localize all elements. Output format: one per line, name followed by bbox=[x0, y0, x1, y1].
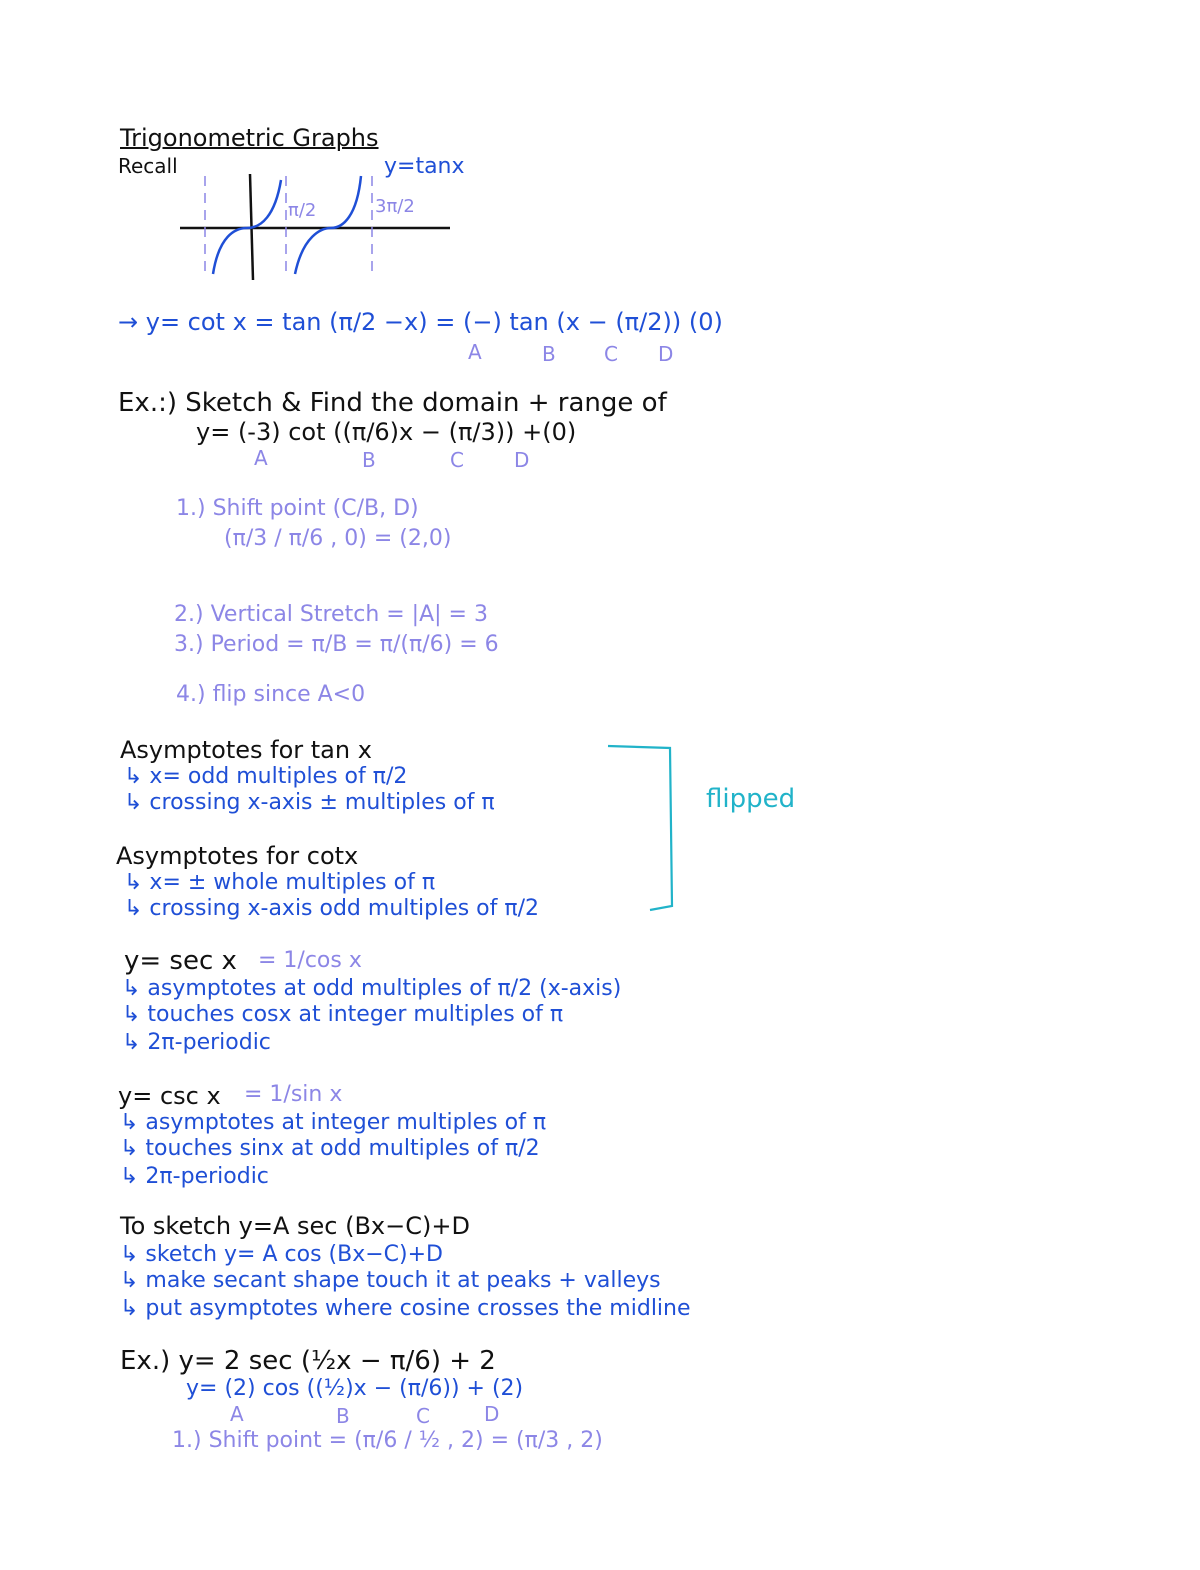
tick-3pi-over-2: 3π/2 bbox=[375, 196, 415, 217]
asym-tan-title: Asymptotes for tan x bbox=[120, 736, 372, 764]
csc-definition: = 1/sin x bbox=[244, 1082, 343, 1107]
letter-b: B bbox=[362, 448, 376, 472]
letter-a: A bbox=[230, 1402, 244, 1426]
sec-item: ↳ asymptotes at odd multiples of π/2 (x-axis) bbox=[122, 976, 622, 1001]
to-sketch-item: ↳ sketch y= A cos (Bx−C)+D bbox=[120, 1242, 443, 1267]
csc-item: ↳ 2π-periodic bbox=[120, 1164, 269, 1189]
letter-b: B bbox=[336, 1404, 350, 1428]
sec-item: ↳ touches cosx at integer multiples of π bbox=[122, 1002, 564, 1027]
cot-identity: → y= cot x = tan (π/2 −x) = (−) tan (x − (π/2)) (0) bbox=[118, 308, 723, 336]
sec-definition: = 1/cos x bbox=[258, 948, 362, 973]
tan-branch bbox=[295, 176, 361, 274]
tick-pi-over-2: π/2 bbox=[288, 200, 317, 221]
example1-prompt: Ex.:) Sketch & Find the domain + range of bbox=[118, 388, 667, 418]
letter-a: A bbox=[254, 446, 268, 470]
letter-d: D bbox=[658, 342, 674, 366]
example1-step2: 2.) Vertical Stretch = |A| = 3 bbox=[174, 602, 488, 627]
asym-cot-item: ↳ crossing x-axis odd multiples of π/2 bbox=[124, 896, 540, 921]
letter-c: C bbox=[604, 342, 618, 366]
asym-tan-item: ↳ x= odd multiples of π/2 bbox=[124, 764, 408, 789]
to-sketch-item: ↳ make secant shape touch it at peaks + valleys bbox=[120, 1268, 661, 1293]
csc-item: ↳ asymptotes at integer multiples of π bbox=[120, 1110, 547, 1135]
example2-cos-form: y= (2) cos ((½)x − (π/6)) + (2) bbox=[186, 1376, 524, 1401]
flipped-note: flipped bbox=[706, 784, 796, 814]
asym-cot-item: ↳ x= ± whole multiples of π bbox=[124, 870, 436, 895]
letter-b: B bbox=[542, 342, 556, 366]
page-title: Trigonometric Graphs bbox=[120, 124, 379, 152]
example1-step3: 3.) Period = π/B = π/(π/6) = 6 bbox=[174, 632, 499, 657]
asym-cot-title: Asymptotes for cotx bbox=[116, 842, 359, 870]
sec-item: ↳ 2π-periodic bbox=[122, 1030, 271, 1055]
csc-title: y= csc x bbox=[118, 1082, 221, 1110]
letter-c: C bbox=[450, 448, 464, 472]
recall-label: Recall bbox=[118, 154, 178, 178]
letter-d: D bbox=[514, 448, 530, 472]
to-sketch-item: ↳ put asymptotes where cosine crosses the midline bbox=[120, 1296, 691, 1321]
example1-equation: y= (-3) cot ((π/6)x − (π/3)) +(0) bbox=[196, 418, 577, 446]
letter-a: A bbox=[468, 340, 482, 364]
sec-title: y= sec x bbox=[124, 946, 237, 976]
tan-graph bbox=[175, 166, 475, 286]
example1-step1a: 1.) Shift point (C/B, D) bbox=[176, 496, 419, 521]
letter-c: C bbox=[416, 1404, 430, 1428]
example1-step1b: (π/3 / π/6 , 0) = (2,0) bbox=[224, 526, 452, 551]
example2-step1: 1.) Shift point = (π/6 / ½ , 2) = (π/3 , 2) bbox=[172, 1428, 603, 1453]
letter-d: D bbox=[484, 1402, 500, 1426]
example2-equation: Ex.) y= 2 sec (½x − π/6) + 2 bbox=[120, 1346, 496, 1376]
asym-tan-item: ↳ crossing x-axis ± multiples of π bbox=[124, 790, 495, 815]
example1-step4: 4.) flip since A<0 bbox=[176, 682, 366, 707]
to-sketch-title: To sketch y=A sec (Bx−C)+D bbox=[120, 1212, 470, 1240]
csc-item: ↳ touches sinx at odd multiples of π/2 bbox=[120, 1136, 540, 1161]
flipped-bracket bbox=[600, 740, 690, 920]
graph-label: y=tanx bbox=[384, 154, 465, 179]
